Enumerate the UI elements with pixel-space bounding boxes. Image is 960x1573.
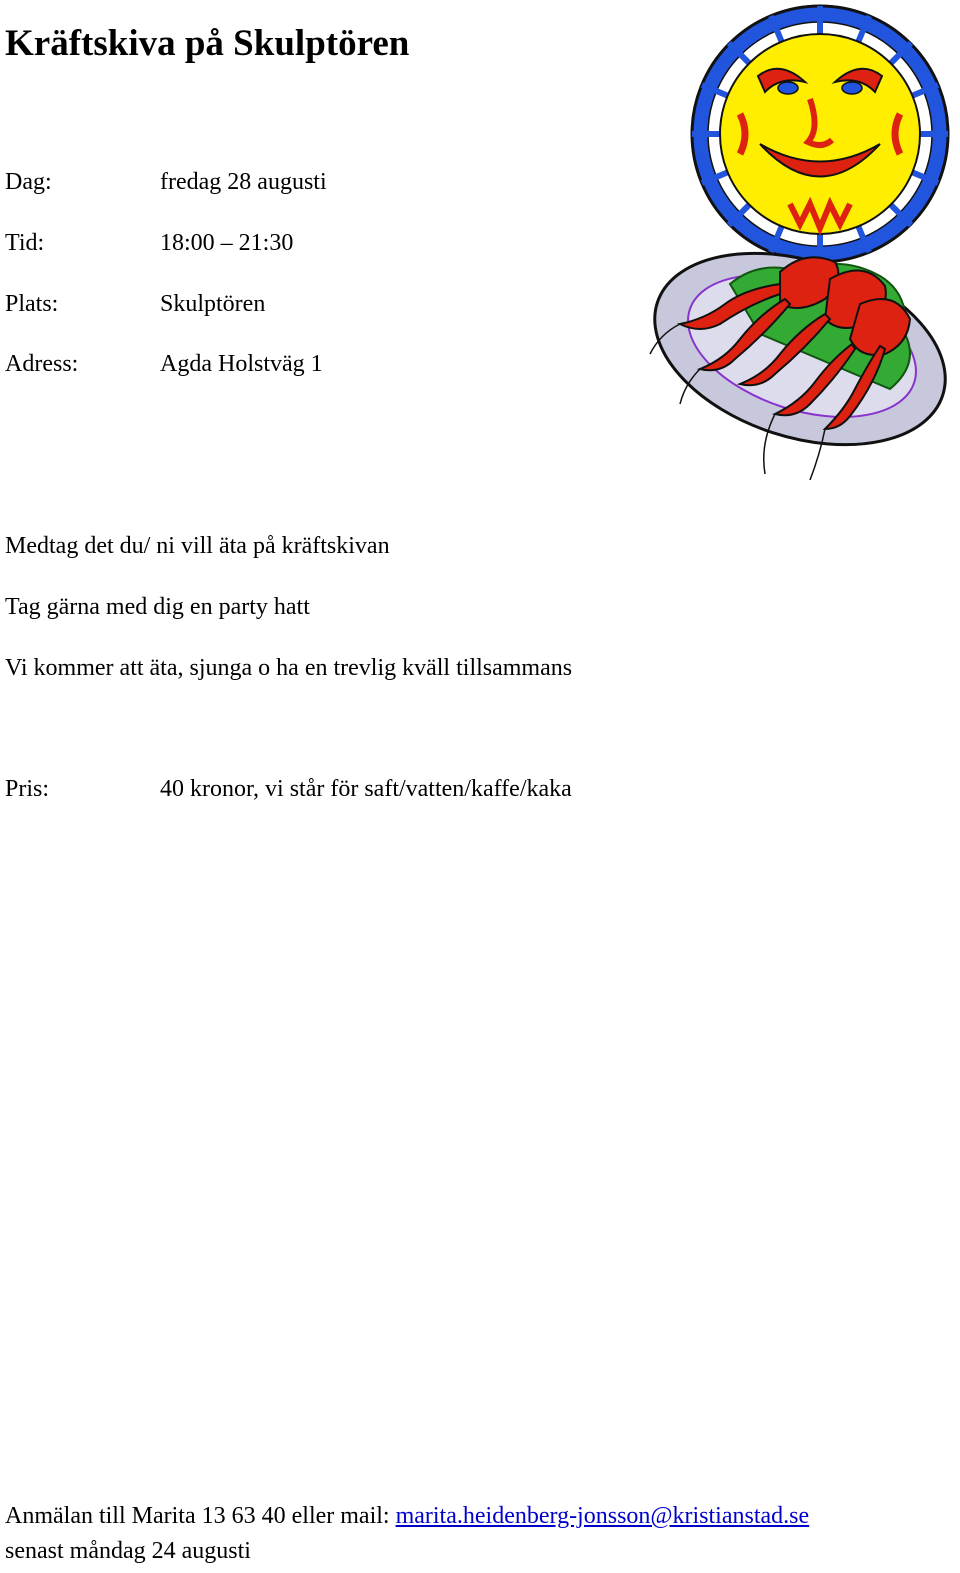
price-label: Pris: <box>5 776 50 802</box>
detail-value-day: fredag 28 augusti <box>160 169 327 195</box>
detail-label-place: Plats: <box>5 291 59 317</box>
signup-line <box>5 1501 809 1531</box>
page-title: Kräftskiva på Skulptören <box>5 23 410 64</box>
detail-value-place: Skulptören <box>160 291 266 317</box>
detail-value-time: 18:00 – 21:30 <box>160 230 294 256</box>
note-evening: Vi kommer att äta, sjunga o ha en trevlig kväll tillsammans <box>5 655 573 681</box>
detail-label-time: Tid: <box>5 230 45 256</box>
signup-deadline: senast måndag 24 augusti <box>5 1538 251 1564</box>
note-party-hat: Tag gärna med dig en party hatt <box>5 594 310 620</box>
detail-label-address: Adress: <box>5 351 79 377</box>
note-bring-food: Medtag det du/ ni vill äta på kräftskivan <box>5 533 390 559</box>
crayfish-party-icon <box>640 4 956 480</box>
moon-lantern-icon <box>692 6 948 262</box>
email-link[interactable]: marita.heidenberg-jonsson@kristianstad.se <box>395 1503 810 1529</box>
detail-label-day: Dag: <box>5 169 52 195</box>
detail-value-address: Agda Holstväg 1 <box>160 351 323 377</box>
price-value: 40 kronor, vi står för saft/vatten/kaffe/kaka <box>160 776 572 802</box>
signup-text: Anmälan till Marita 13 63 40 eller mail: <box>5 1503 396 1529</box>
